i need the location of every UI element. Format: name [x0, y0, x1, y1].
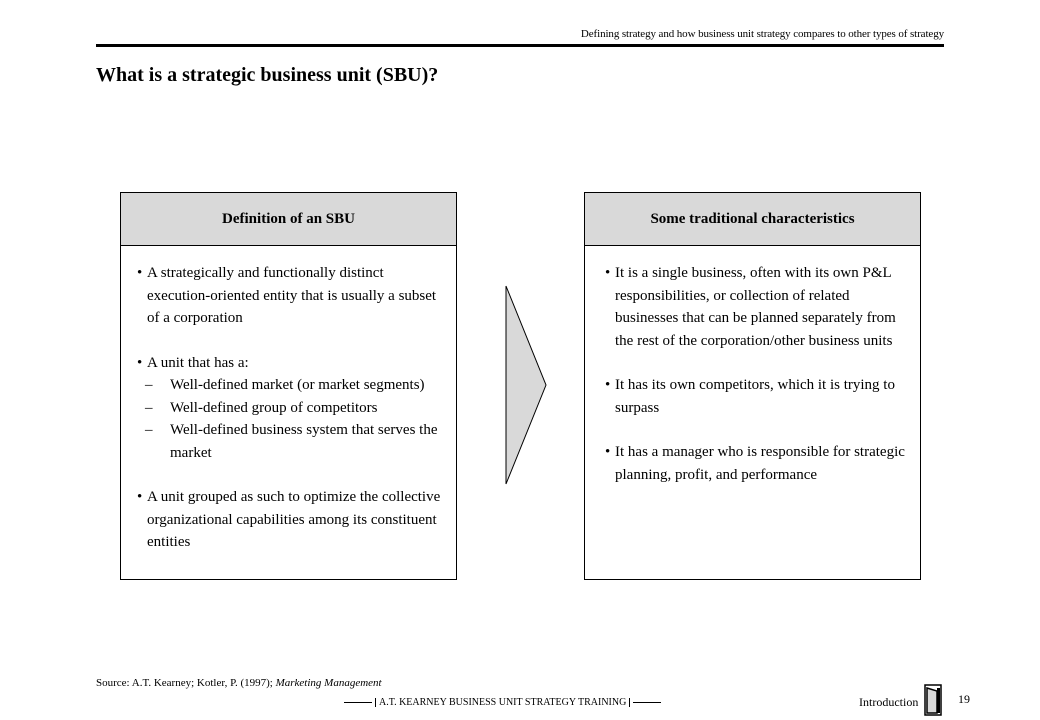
list-item	[605, 374, 912, 419]
sub-list-item	[145, 419, 448, 464]
sub-list-item-text: Well-defined market (or market segments)	[170, 377, 425, 393]
source-citation	[96, 677, 382, 689]
footer-line	[633, 702, 661, 703]
bullet-symbol: •	[605, 377, 611, 393]
definition-panel	[120, 192, 457, 580]
list-item	[605, 441, 912, 486]
definition-panel-heading: Definition of an SBU	[121, 193, 456, 246]
bullet-symbol: •	[605, 444, 611, 460]
footer-training-label: A.T. KEARNEY BUSINESS UNIT STRATEGY TRAINING	[379, 697, 627, 708]
bullet-symbol: •	[137, 354, 143, 371]
header-rule	[96, 44, 944, 47]
dash-symbol: –	[145, 377, 153, 393]
bullet-symbol: •	[605, 265, 611, 281]
list-item	[137, 262, 448, 330]
door-icon	[924, 684, 942, 716]
list-item	[605, 262, 912, 352]
sub-list-item-text: Well-defined group of competitors	[170, 399, 378, 416]
chevron-arrow-icon	[505, 285, 547, 485]
list-item-text: A unit that has a:	[147, 354, 249, 371]
footer-section-label: Introduction	[859, 695, 919, 709]
footer-tick	[629, 698, 630, 707]
footer-line	[344, 702, 372, 703]
dash-symbol: –	[145, 399, 153, 416]
bullet-symbol: •	[137, 489, 143, 505]
list-item	[137, 486, 448, 554]
footer-tick	[375, 698, 376, 707]
bullet-symbol: •	[137, 265, 143, 281]
dash-symbol: –	[145, 422, 153, 438]
characteristics-panel-heading: Some traditional characteristics	[585, 193, 920, 246]
list-item-text: A unit grouped as such to optimize the collective organizational capabilities among its constituent entities	[147, 489, 441, 550]
footer-training	[344, 697, 661, 708]
list-item-text: It is a single business, often with its own P&L responsibilities, or collection of related businesses that can be planned separately from the rest of the corporation/other business units	[615, 265, 896, 349]
sub-list-item	[145, 397, 448, 420]
sub-list-item-text: Well-defined business system that serves the market	[170, 422, 438, 461]
page-number: 19	[958, 692, 970, 706]
header-subtitle: Defining strategy and how business unit strategy compares to other types of strategy	[580, 28, 944, 40]
source-prefix: Source: A.T. Kearney; Kotler, P. (1997);	[96, 677, 276, 689]
list-item-text: It has its own competitors, which it is trying to surpass	[615, 377, 895, 416]
list-item-text: It has a manager who is responsible for strategic planning, profit, and performance	[615, 444, 905, 483]
characteristics-panel-body	[585, 246, 920, 486]
page-title: What is a strategic business unit (SBU)?	[96, 64, 439, 86]
list-item	[137, 352, 448, 465]
list-item-text: A strategically and functionally distinct execution-oriented entity that is usually a subset of a corporation	[147, 265, 437, 326]
sub-list-item	[145, 374, 448, 397]
source-title: Marketing Management	[275, 677, 382, 689]
characteristics-panel	[584, 192, 921, 580]
definition-panel-body	[121, 246, 456, 554]
